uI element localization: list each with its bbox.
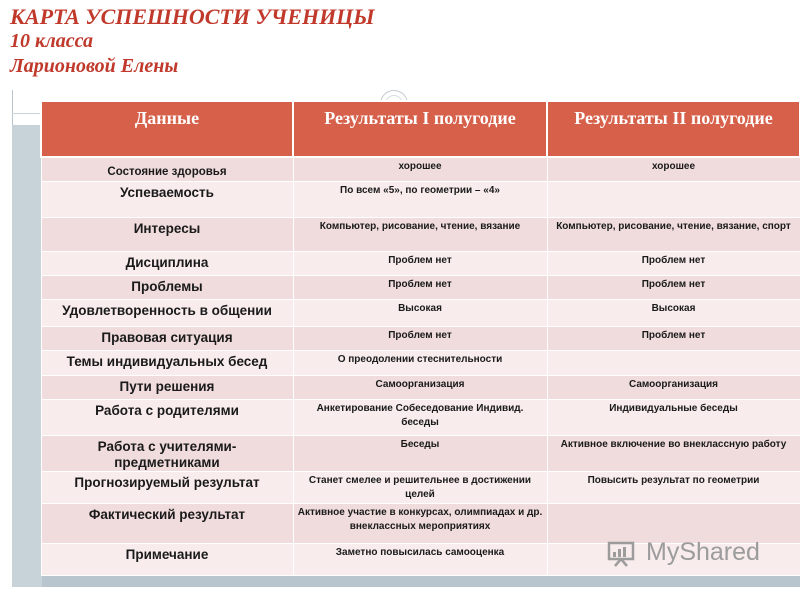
row-result-1: Проблем нет: [293, 326, 547, 350]
row-label: Примечание: [41, 543, 293, 575]
row-result-2: Проблем нет: [547, 326, 800, 350]
table-row: [41, 399, 800, 435]
table-row: [41, 217, 800, 251]
row-result-2: [547, 350, 800, 375]
table-row: [41, 251, 800, 275]
table-row: [41, 326, 800, 350]
row-result-1: хорошее: [293, 157, 547, 181]
title-line-2: 10 класса: [10, 30, 94, 52]
table-row: [41, 157, 800, 181]
row-result-1: По всем «5», по геометрии – «4»: [293, 181, 547, 217]
presentation-board-icon: [606, 538, 636, 568]
row-result-1: Беседы: [293, 435, 547, 471]
title-line-1: КАРТА УСПЕШНОСТИ УЧЕНИЦЫ: [10, 4, 375, 29]
row-result-2: Компьютер, рисование, чтение, вязание, спорт: [547, 217, 800, 251]
title-line-3: Ларионовой Елены: [10, 55, 179, 77]
header-data: Данные: [41, 101, 293, 157]
row-label: Правовая ситуация: [41, 326, 293, 350]
row-result-1: Активное участие в конкурсах, олимпиадах и др. внеклассных мероприятиях: [293, 503, 547, 543]
table-row: [41, 435, 800, 471]
row-result-2: Высокая: [547, 299, 800, 326]
row-label: Проблемы: [41, 275, 293, 299]
row-result-2: Проблем нет: [547, 275, 800, 299]
table-row: [41, 299, 800, 326]
row-label: Дисциплина: [41, 251, 293, 275]
row-label: Фактический результат: [41, 503, 293, 543]
row-result-2: Проблем нет: [547, 251, 800, 275]
row-label: Интересы: [41, 217, 293, 251]
row-result-1: Компьютер, рисование, чтение, вязание: [293, 217, 547, 251]
row-label: Состояние здоровья: [41, 157, 293, 181]
row-result-1: Заметно повысилась самооценка: [293, 543, 547, 575]
row-label: Работа с родителями: [41, 399, 293, 435]
row-label: Пути решения: [41, 375, 293, 399]
header-results-1: Результаты I полугодие: [293, 101, 547, 157]
row-result-1: Самоорганизация: [293, 375, 547, 399]
row-label: Успеваемость: [41, 181, 293, 217]
row-result-2: Индивидуальные беседы: [547, 399, 800, 435]
row-result-1: Проблем нет: [293, 251, 547, 275]
header-results-2: Результаты II полугодие: [547, 101, 800, 157]
watermark-text: MyShared: [646, 538, 760, 566]
table-row: [41, 181, 800, 217]
row-result-1: Высокая: [293, 299, 547, 326]
row-result-2: хорошее: [547, 157, 800, 181]
background-panel-accent: [12, 125, 42, 587]
table-header-row: [41, 101, 800, 157]
row-result-2: Самоорганизация: [547, 375, 800, 399]
row-result-1: Проблем нет: [293, 275, 547, 299]
table-row: [41, 375, 800, 399]
row-result-1: Анкетирование Собеседование Индивид. беседы: [293, 399, 547, 435]
row-result-2: Активное включение во внеклассную работу: [547, 435, 800, 471]
row-result-2: [547, 181, 800, 217]
decorative-rule-vertical: [12, 90, 13, 130]
row-label: Работа с учителями-предметниками: [41, 435, 293, 471]
row-result-2: Повысить результат по геометрии: [547, 471, 800, 503]
table-row: [41, 275, 800, 299]
row-result-1: О преодолении стеснительности: [293, 350, 547, 375]
table-row: [41, 471, 800, 503]
row-label: Удовлетворенность в общении: [41, 299, 293, 326]
row-result-1: Станет смелее и решительнее в достижении целей: [293, 471, 547, 503]
success-card-table: [40, 100, 800, 576]
watermark: [606, 536, 776, 570]
row-label: Прогнозируемый результат: [41, 471, 293, 503]
title-block: [10, 4, 410, 79]
row-label: Темы индивидуальных бесед: [41, 350, 293, 375]
table-row: [41, 350, 800, 375]
